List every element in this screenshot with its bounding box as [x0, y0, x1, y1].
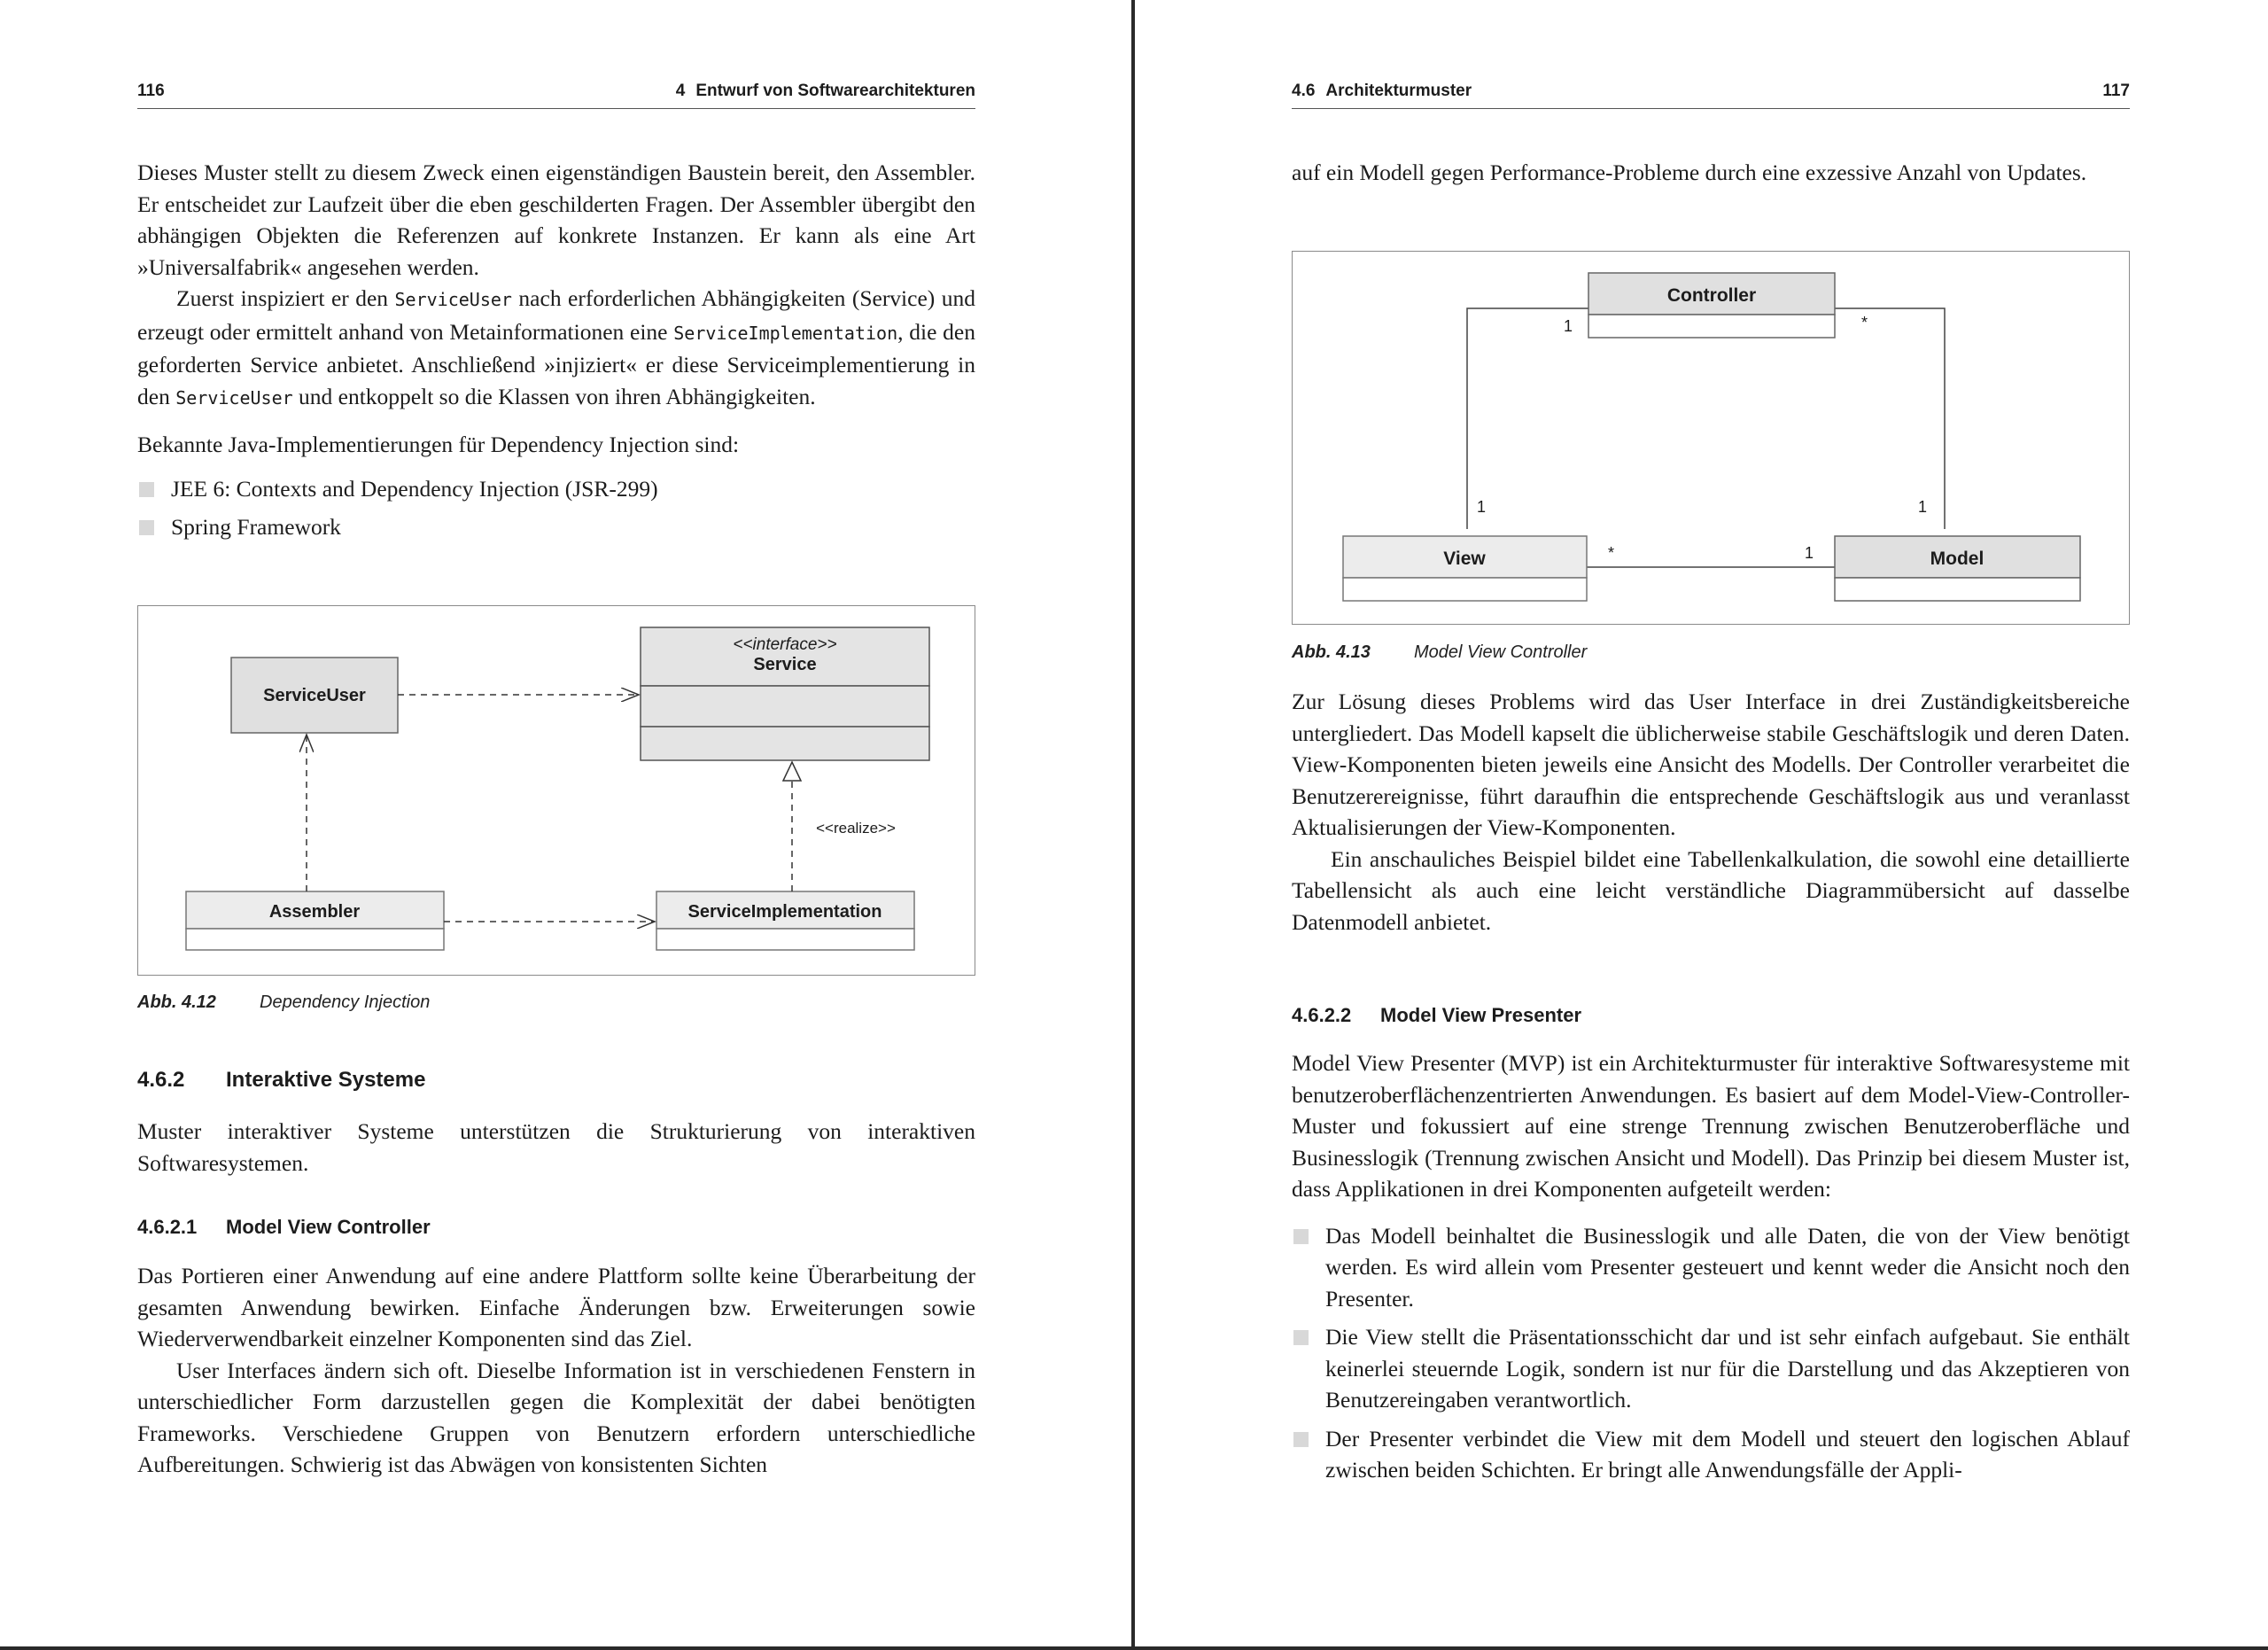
uml-class-assembler: [186, 891, 444, 950]
bullet-list: [137, 473, 975, 543]
figure-caption: [1292, 642, 1587, 663]
running-header-left: [137, 80, 975, 109]
left-page: [0, 0, 1132, 1650]
uml-class-service: [641, 627, 929, 760]
bullet-square-icon: [1293, 1432, 1309, 1447]
class-name-assembler: Assembler: [268, 902, 361, 922]
body-text-top: [137, 157, 975, 550]
multiplicity-label: 1: [1477, 498, 1487, 516]
body-text-mvc: [137, 1260, 975, 1481]
subsection-number: 4.6.2.1: [137, 1216, 198, 1238]
list-item: Spring Framework: [137, 511, 975, 543]
paragraph: Dieses Muster stellt zu diesem Zweck einen eigenständigen Baustein bereit, den Assembler. Er entscheidet zur Laufzeit über die eben geschilderten Fragen. Der Assembler übergibt den abhängigen Objekten die Referenzen auf konkrete Instanzen. Er kann als eine Art »Universalfabrik« angesehen werden.: [137, 160, 975, 280]
body-text-top: [1292, 157, 2130, 189]
uml-diagram-mvc: [1293, 252, 2128, 623]
paragraph: Zuerst inspiziert er den ServiceUser nach erforderlichen Abhängigkeiten (Service) und erzeugt oder ermittelt anhand von Metainformationen eine ServiceImplementation, die den geforderten Service anbietet. Anschließend »injiziert« er diese Serviceimplementierung in den ServiceUser und entkoppelt so die Klassen von ihren Abhängigkeiten.: [137, 285, 975, 409]
class-name-serviceimplementation: ServiceImplementation: [687, 902, 882, 922]
section-heading: [137, 1068, 425, 1093]
realize-label: <<realize>>: [816, 820, 896, 837]
section-number: 4.6.2: [137, 1068, 185, 1092]
multiplicity-label: *: [1861, 314, 1868, 331]
uml-class-model: [1835, 536, 2080, 601]
figure-caption: [137, 992, 430, 1013]
uml-class-controller: [1588, 273, 1835, 338]
figure-dependency-injection: [137, 605, 975, 976]
multiplicity-label: *: [1608, 544, 1615, 562]
class-name-service: Service: [753, 655, 817, 674]
body-text-interactive: [137, 1116, 975, 1179]
multiplicity-label: 1: [1564, 317, 1573, 335]
paragraph: Ein anschauliches Beispiel bildet eine Tabellenkalkulation, die sowohl eine detaillierte Tabellensicht als auch eine leicht verständliche Diagrammübersicht auf dasselbe Datenmodell anbietet.: [1292, 845, 2130, 935]
subsection-title: Model View Controller: [226, 1216, 431, 1238]
uml-class-view: [1343, 536, 1587, 601]
list-item: Das Modell beinhaltet die Businesslogik und alle Daten, die von der View benötigt werden. Es wird allein vom Presenter gesteuert und kennt weder die Ansicht noch den Presenter.: [1292, 1220, 2130, 1315]
body-text-mvc: [1292, 686, 2130, 938]
paragraph: Das Portieren einer Anwendung auf eine andere Plattform sollte keine Überarbeitung der gesamten Anwendung bewirken. Einfache Änderungen bzw. Erweiterungen sowie Wiederverwendbarkeit einzelner Komponenten sind das Ziel.: [137, 1263, 975, 1351]
right-page: [1135, 0, 2268, 1650]
subsection-number: 4.6.2.2: [1292, 1004, 1352, 1026]
uml-class-serviceuser: [231, 658, 398, 733]
subsection-heading: [137, 1216, 431, 1239]
subsection-heading: [1292, 1004, 1581, 1027]
section-title: Interaktive Systeme: [226, 1068, 426, 1092]
figure-model-view-controller: [1292, 251, 2130, 625]
paragraph: User Interfaces ändern sich oft. Dieselbe Information ist in verschiedenen Fenstern in unterschiedlicher Form darzustellen gegen die Komplexität der dabei benötigten Frameworks. Verschiedene Gruppen von Benutzern erfordern unterschiedliche Aufbereitungen. Schwierig ist das Abwägen von konsistenten Sichten: [137, 1357, 975, 1477]
paragraph: auf ein Modell gegen Performance-Probleme durch eine exzessive Anzahl von Updates.: [1292, 160, 2087, 185]
page-edge-bottom: [0, 1646, 2268, 1650]
paragraph: Muster interaktiver Systeme unterstützen die Strukturierung von interaktiven Softwaresystemen.: [137, 1118, 975, 1176]
list-item: Die View stellt die Präsentationsschicht dar und ist sehr einfach aufgebaut. Sie enthält keinerlei steuernde Logik, sondern ist nur für die Darstellung und das Akzeptieren von Benutzereingaben verantwortlich.: [1292, 1321, 2130, 1416]
uml-class-serviceimplementation: [656, 891, 914, 950]
bullet-square-icon: [1293, 1229, 1309, 1244]
association-controller-model: [1835, 308, 1945, 529]
caption-number: Abb. 4.13: [1292, 642, 1371, 662]
caption-number: Abb. 4.12: [137, 992, 216, 1012]
class-name-model: Model: [1930, 549, 1984, 569]
running-title: [676, 80, 975, 103]
uml-diagram-dependency-injection: [138, 606, 974, 974]
paragraph: Model View Presenter (MVP) ist ein Architekturmuster für interaktive Softwaresysteme mit benutzeroberflächenzentrierten Anwendungen. Es basiert auf dem Model-View-Controller-Muster und fokussiert auf eine strenge Trennung zwischen Benutzeroberfläche und Businesslogik (Trennung zwischen Ansicht und Modell). Das Prinzip bei diesem Muster ist, dass Applikationen in drei Komponenten aufgeteilt werden:: [1292, 1050, 2130, 1202]
code-term: ServiceImplementation: [673, 322, 898, 344]
section-title: Architekturmuster: [1325, 82, 1472, 100]
running-title: [1292, 80, 1472, 103]
subsection-title: Model View Presenter: [1380, 1004, 1582, 1026]
code-term: ServiceUser: [394, 289, 512, 310]
bullet-square-icon: [139, 482, 154, 497]
class-name-controller: Controller: [1666, 285, 1757, 306]
list-item: JEE 6: Contexts and Dependency Injection (JSR-299): [137, 473, 975, 505]
caption-text: Dependency Injection: [260, 992, 431, 1012]
chapter-title: Entwurf von Softwarearchitekturen: [695, 82, 975, 100]
bullet-square-icon: [1293, 1330, 1309, 1345]
paragraph: Zur Lösung dieses Problems wird das User Interface in drei Zuständigkeitsbereiche untergliedert. Das Modell kapselt die üblicherweise stabile Geschäftslogik und deren Daten. View-Komponenten bieten jeweils eine Ansicht des Modells. Der Controller verarbeitet die Benutzerereignisse, führt daraufhin die entsprechende Geschäftslogik aus und veranlasst Aktualisierungen der View-Komponenten.: [1292, 689, 2130, 840]
caption-text: Model View Controller: [1414, 642, 1588, 662]
running-header-right: [1292, 80, 2130, 109]
bullet-square-icon: [139, 520, 154, 535]
bullet-list: [1292, 1220, 2130, 1486]
list-item: Der Presenter verbindet die View mit dem Modell und steuert den logischen Ablauf zwischen beiden Schichten. Er bringt alle Anwendungsfälle der Appli-: [1292, 1423, 2130, 1486]
section-number: 4.6: [1292, 82, 1316, 100]
page-number: 117: [2102, 82, 2130, 100]
association-controller-view: [1467, 308, 1588, 529]
chapter-number: 4: [675, 82, 686, 100]
multiplicity-label: 1: [1918, 498, 1928, 516]
class-name-serviceuser: ServiceUser: [263, 686, 366, 705]
stereotype-label: <<interface>>: [733, 635, 837, 654]
body-text-mvp: [1292, 1047, 2130, 1493]
multiplicity-label: 1: [1805, 544, 1814, 562]
class-name-view: View: [1443, 549, 1486, 569]
page-number: 116: [137, 82, 165, 100]
code-term: ServiceUser: [175, 386, 293, 409]
paragraph: Bekannte Java-Implementierungen für Dependency Injection sind:: [137, 432, 740, 457]
